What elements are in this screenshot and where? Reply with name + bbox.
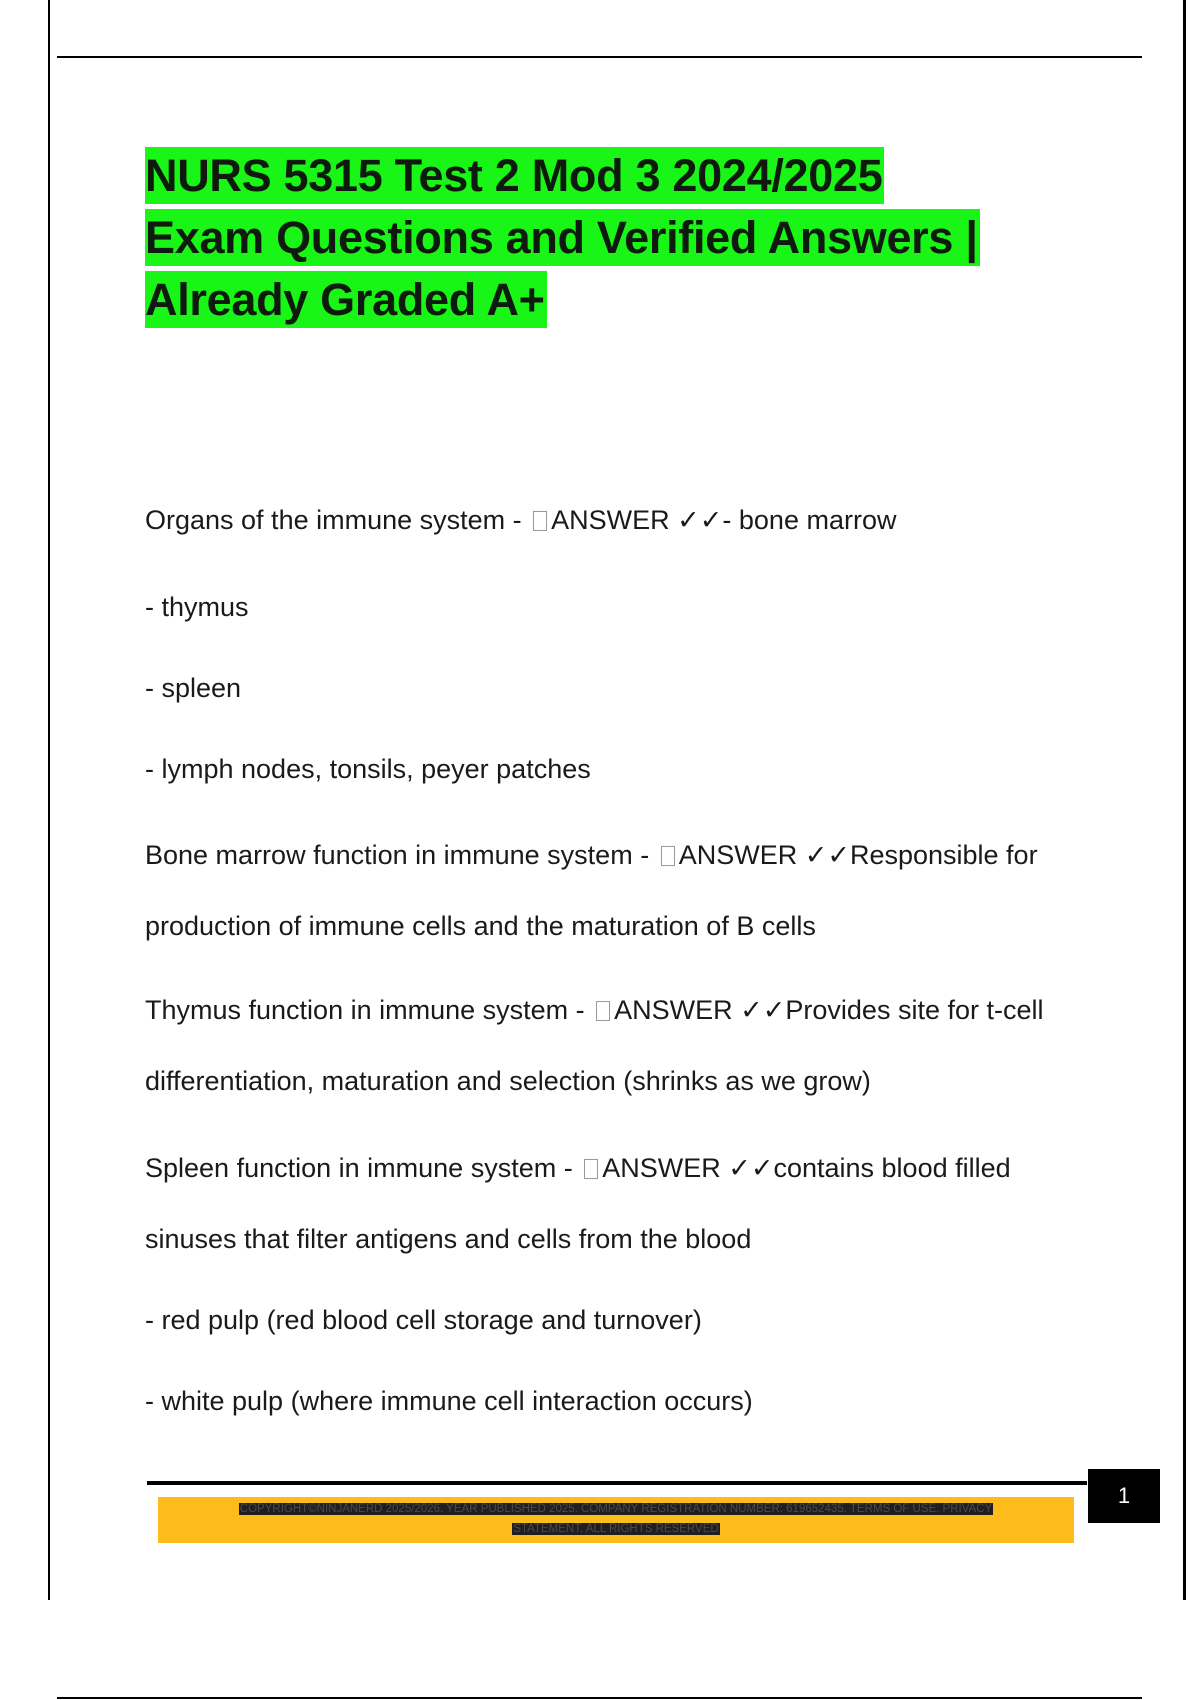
checkbox-glyph-icon: [596, 1001, 610, 1021]
qa-question-line: [145, 994, 1044, 1026]
question-text: Spleen function in immune system -: [145, 1153, 581, 1183]
copyright-line-2: STATEMENT. ALL RIGHTS RESERVED: [513, 1523, 719, 1535]
footer-rule: [147, 1481, 1087, 1485]
answer-continuation: production of immune cells and the maturation of B cells: [145, 911, 816, 941]
list-item: - red pulp (red blood cell storage and turnover): [145, 1305, 702, 1335]
answer-marker: ANSWER ✓✓: [551, 505, 723, 535]
page-number: 1: [1088, 1469, 1160, 1523]
question-text: Organs of the immune system -: [145, 505, 530, 535]
document-title: [145, 146, 1105, 332]
answer-marker: ANSWER ✓✓: [614, 995, 786, 1025]
qa-question-line: [145, 839, 1038, 871]
list-item: - spleen: [145, 673, 242, 703]
header-rule: [57, 56, 1142, 58]
question-text: Thymus function in immune system -: [145, 995, 593, 1025]
qa-question-line: [145, 1152, 1011, 1184]
title-line-2: Exam Questions and Verified Answers |: [145, 209, 980, 266]
copyright-line-1: COPYRIGHT©NINJANERD 2025/2026. YEAR PUBLISHED 2025. COMPANY REGISTRATION NUMBER: 619652435. TERMS OF USE. PRIVACY: [239, 1503, 993, 1515]
answer-marker: ANSWER ✓✓: [678, 840, 850, 870]
answer-text: Responsible for: [849, 840, 1038, 870]
question-text: Bone marrow function in immune system -: [145, 840, 657, 870]
answer-text: Provides site for t-cell: [785, 995, 1044, 1025]
answer-continuation: differentiation, maturation and selection (shrinks as we grow): [145, 1066, 871, 1096]
list-item: - thymus: [145, 592, 249, 622]
copyright-banner: [158, 1497, 1074, 1543]
answer-text: contains blood filled: [773, 1153, 1011, 1183]
title-line-1: NURS 5315 Test 2 Mod 3 2024/2025: [145, 147, 884, 204]
page-border-left: [48, 0, 50, 1600]
checkbox-glyph-icon: [533, 511, 547, 531]
checkbox-glyph-icon: [661, 846, 675, 866]
bottom-rule: [57, 1697, 1142, 1699]
answer-marker: ANSWER ✓✓: [602, 1153, 774, 1183]
page-border-right: [1183, 0, 1186, 1600]
answer-continuation: sinuses that filter antigens and cells from the blood: [145, 1224, 752, 1254]
title-line-3: Already Graded A+: [145, 271, 547, 328]
answer-text: - bone marrow: [722, 505, 897, 535]
list-item: - white pulp (where immune cell interaction occurs): [145, 1386, 753, 1416]
list-item: - lymph nodes, tonsils, peyer patches: [145, 754, 591, 784]
qa-question-line: [145, 504, 896, 536]
checkbox-glyph-icon: [584, 1159, 598, 1179]
